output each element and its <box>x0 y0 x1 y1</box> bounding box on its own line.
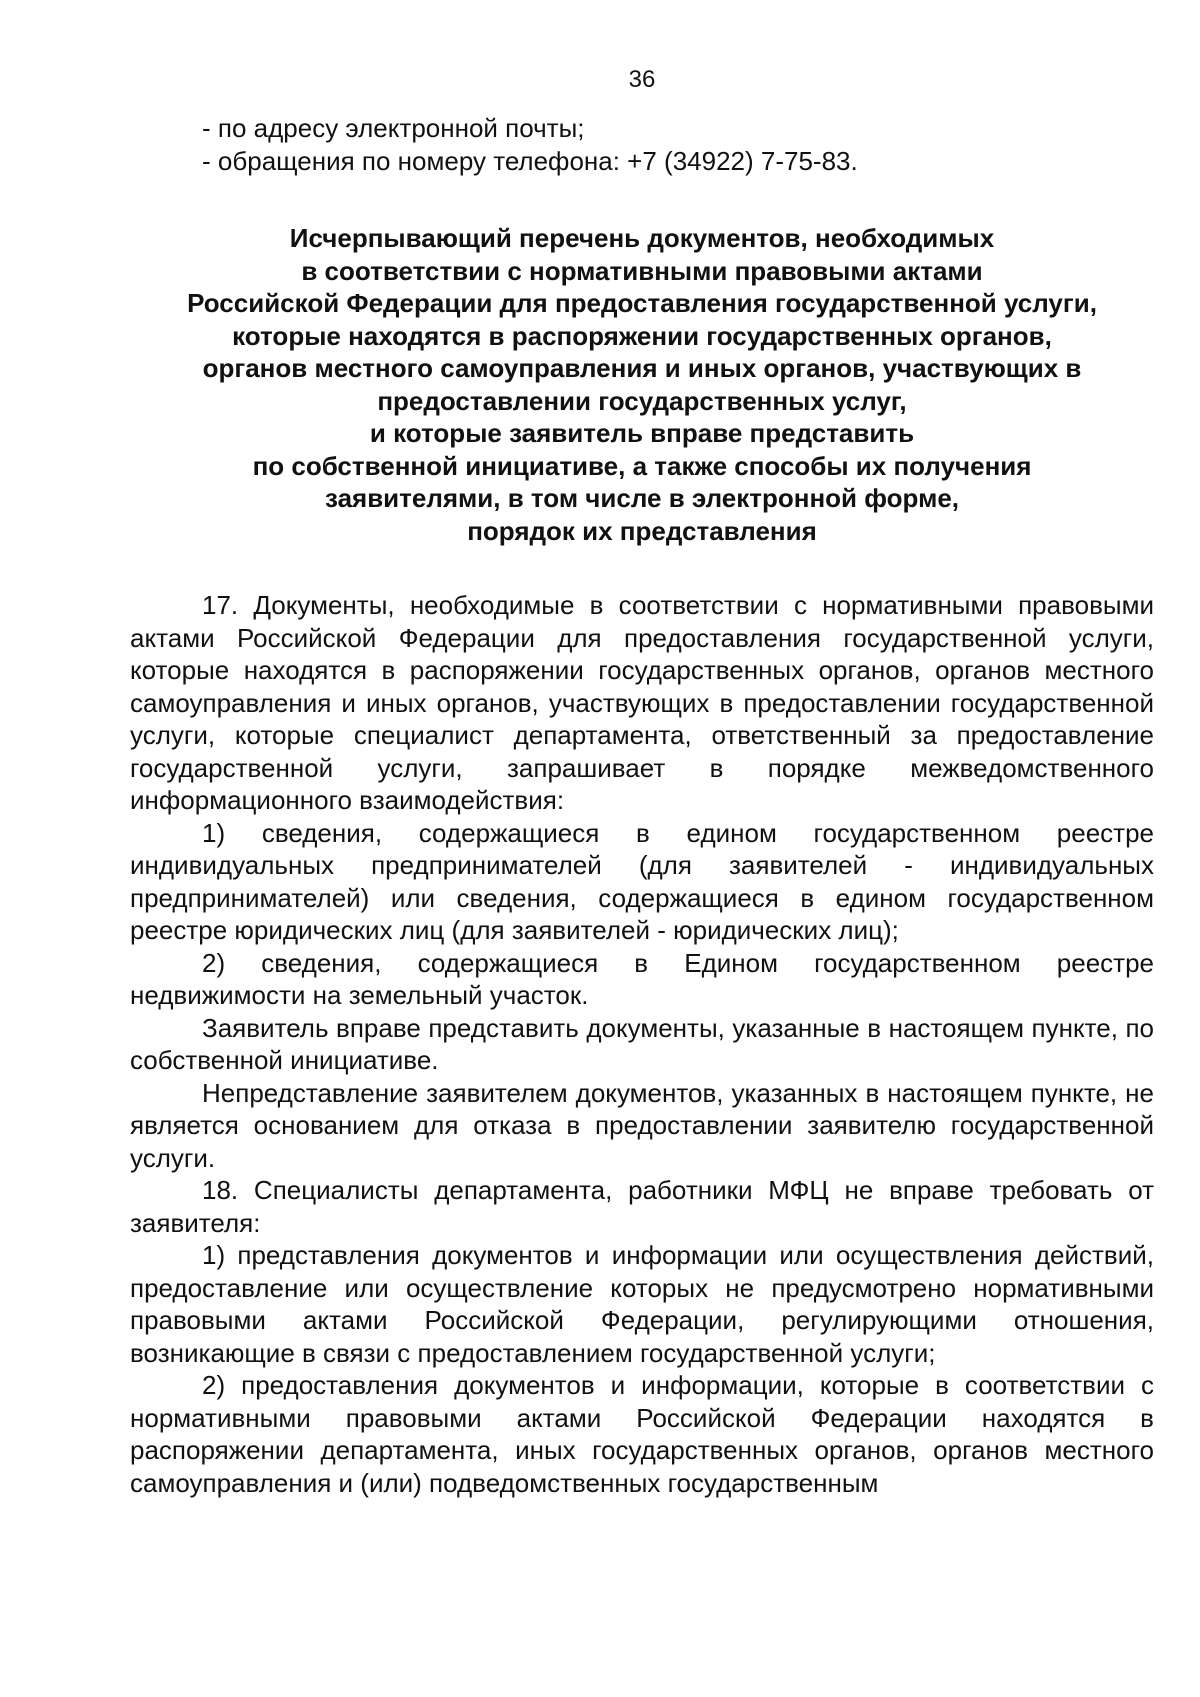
paragraph-applicant-right: Заявитель вправе представить документы, указанные в настоящем пункте, по собственной инициативе. <box>130 1012 1154 1075</box>
paragraph-non-submission: Непредставление заявителем документов, указанных в настоящем пункте, не является основанием для отказа в предоставлении заявителю государственной услуги. <box>130 1077 1154 1173</box>
paragraph-item-18: 18. Специалисты департамента, работники МФЦ не вправе требовать от заявителя: <box>130 1175 1154 1238</box>
heading-line: порядок их представления <box>467 515 817 546</box>
heading-line: заявителями, в том числе в электронной форме, <box>324 483 960 513</box>
contact-item-email: - по адресу электронной почты; <box>202 113 585 143</box>
document-page <box>130 60 1154 1499</box>
paragraph-subitem-1: 1) представления документов и информации или осуществления действий, предоставление или осуществление которых не предусмотрено нормативными правовыми актами Российской Федерации, регулирующими отношения, возникающие в связи с предоставлением государственной услуги; <box>130 1240 1154 1368</box>
section-heading <box>130 222 1154 547</box>
contact-list <box>130 112 1154 178</box>
contact-item-phone: - обращения по номеру телефона: +7 (34922) 7-75-83. <box>202 146 858 176</box>
heading-line: Исчерпывающий перечень документов, необходимых <box>289 223 995 253</box>
paragraph-subitem-2: 2) сведения, содержащиеся в Едином государственном реестре недвижимости на земельный участок. <box>130 947 1154 1010</box>
heading-line: и которые заявитель вправе представить <box>369 418 915 448</box>
heading-line: которые находятся в распоряжении государственных органов, <box>232 320 1052 351</box>
heading-line: Российской Федерации для предоставления государственной услуги, <box>187 288 1097 318</box>
heading-line: по собственной инициативе, а также способы их получения <box>252 450 1032 481</box>
paragraph-subitem-1: 1) сведения, содержащиеся в едином государственном реестре индивидуальных предпринимателей (для заявителей - индивидуальных предпринимателей) или сведения, содержащиеся в едином государственном реестре юридических лиц (для заявителей - юридических лиц); <box>130 817 1154 945</box>
page-number: 36 <box>628 66 656 93</box>
body-text <box>130 589 1154 1499</box>
heading-line: в соответствии с нормативными правовыми актами <box>301 255 983 286</box>
paragraph-subitem-2: 2) предоставления документов и информации, которые в соответствии с нормативными правовыми актами Российской Федерации находятся в распоряжении департамента, иных государственных органов, органов местного самоуправления и (или) подведомственных государственным <box>130 1370 1154 1498</box>
heading-line: предоставлении государственных услуг, <box>377 385 907 416</box>
paragraph-item-17: 17. Документы, необходимые в соответствии с нормативными правовыми актами Российской Федерации для предоставления государственной услуги, которые находятся в распоряжении государственных органов, органов местного самоуправления и иных органов, участвующих в предоставлении государственной услуги, которые специалист департамента, ответственный за предоставление государственной услуги, запрашивает в порядке межведомственного информационного взаимодействия: <box>130 590 1154 815</box>
heading-line: органов местного самоуправления и иных органов, участвующих в <box>202 353 1082 383</box>
